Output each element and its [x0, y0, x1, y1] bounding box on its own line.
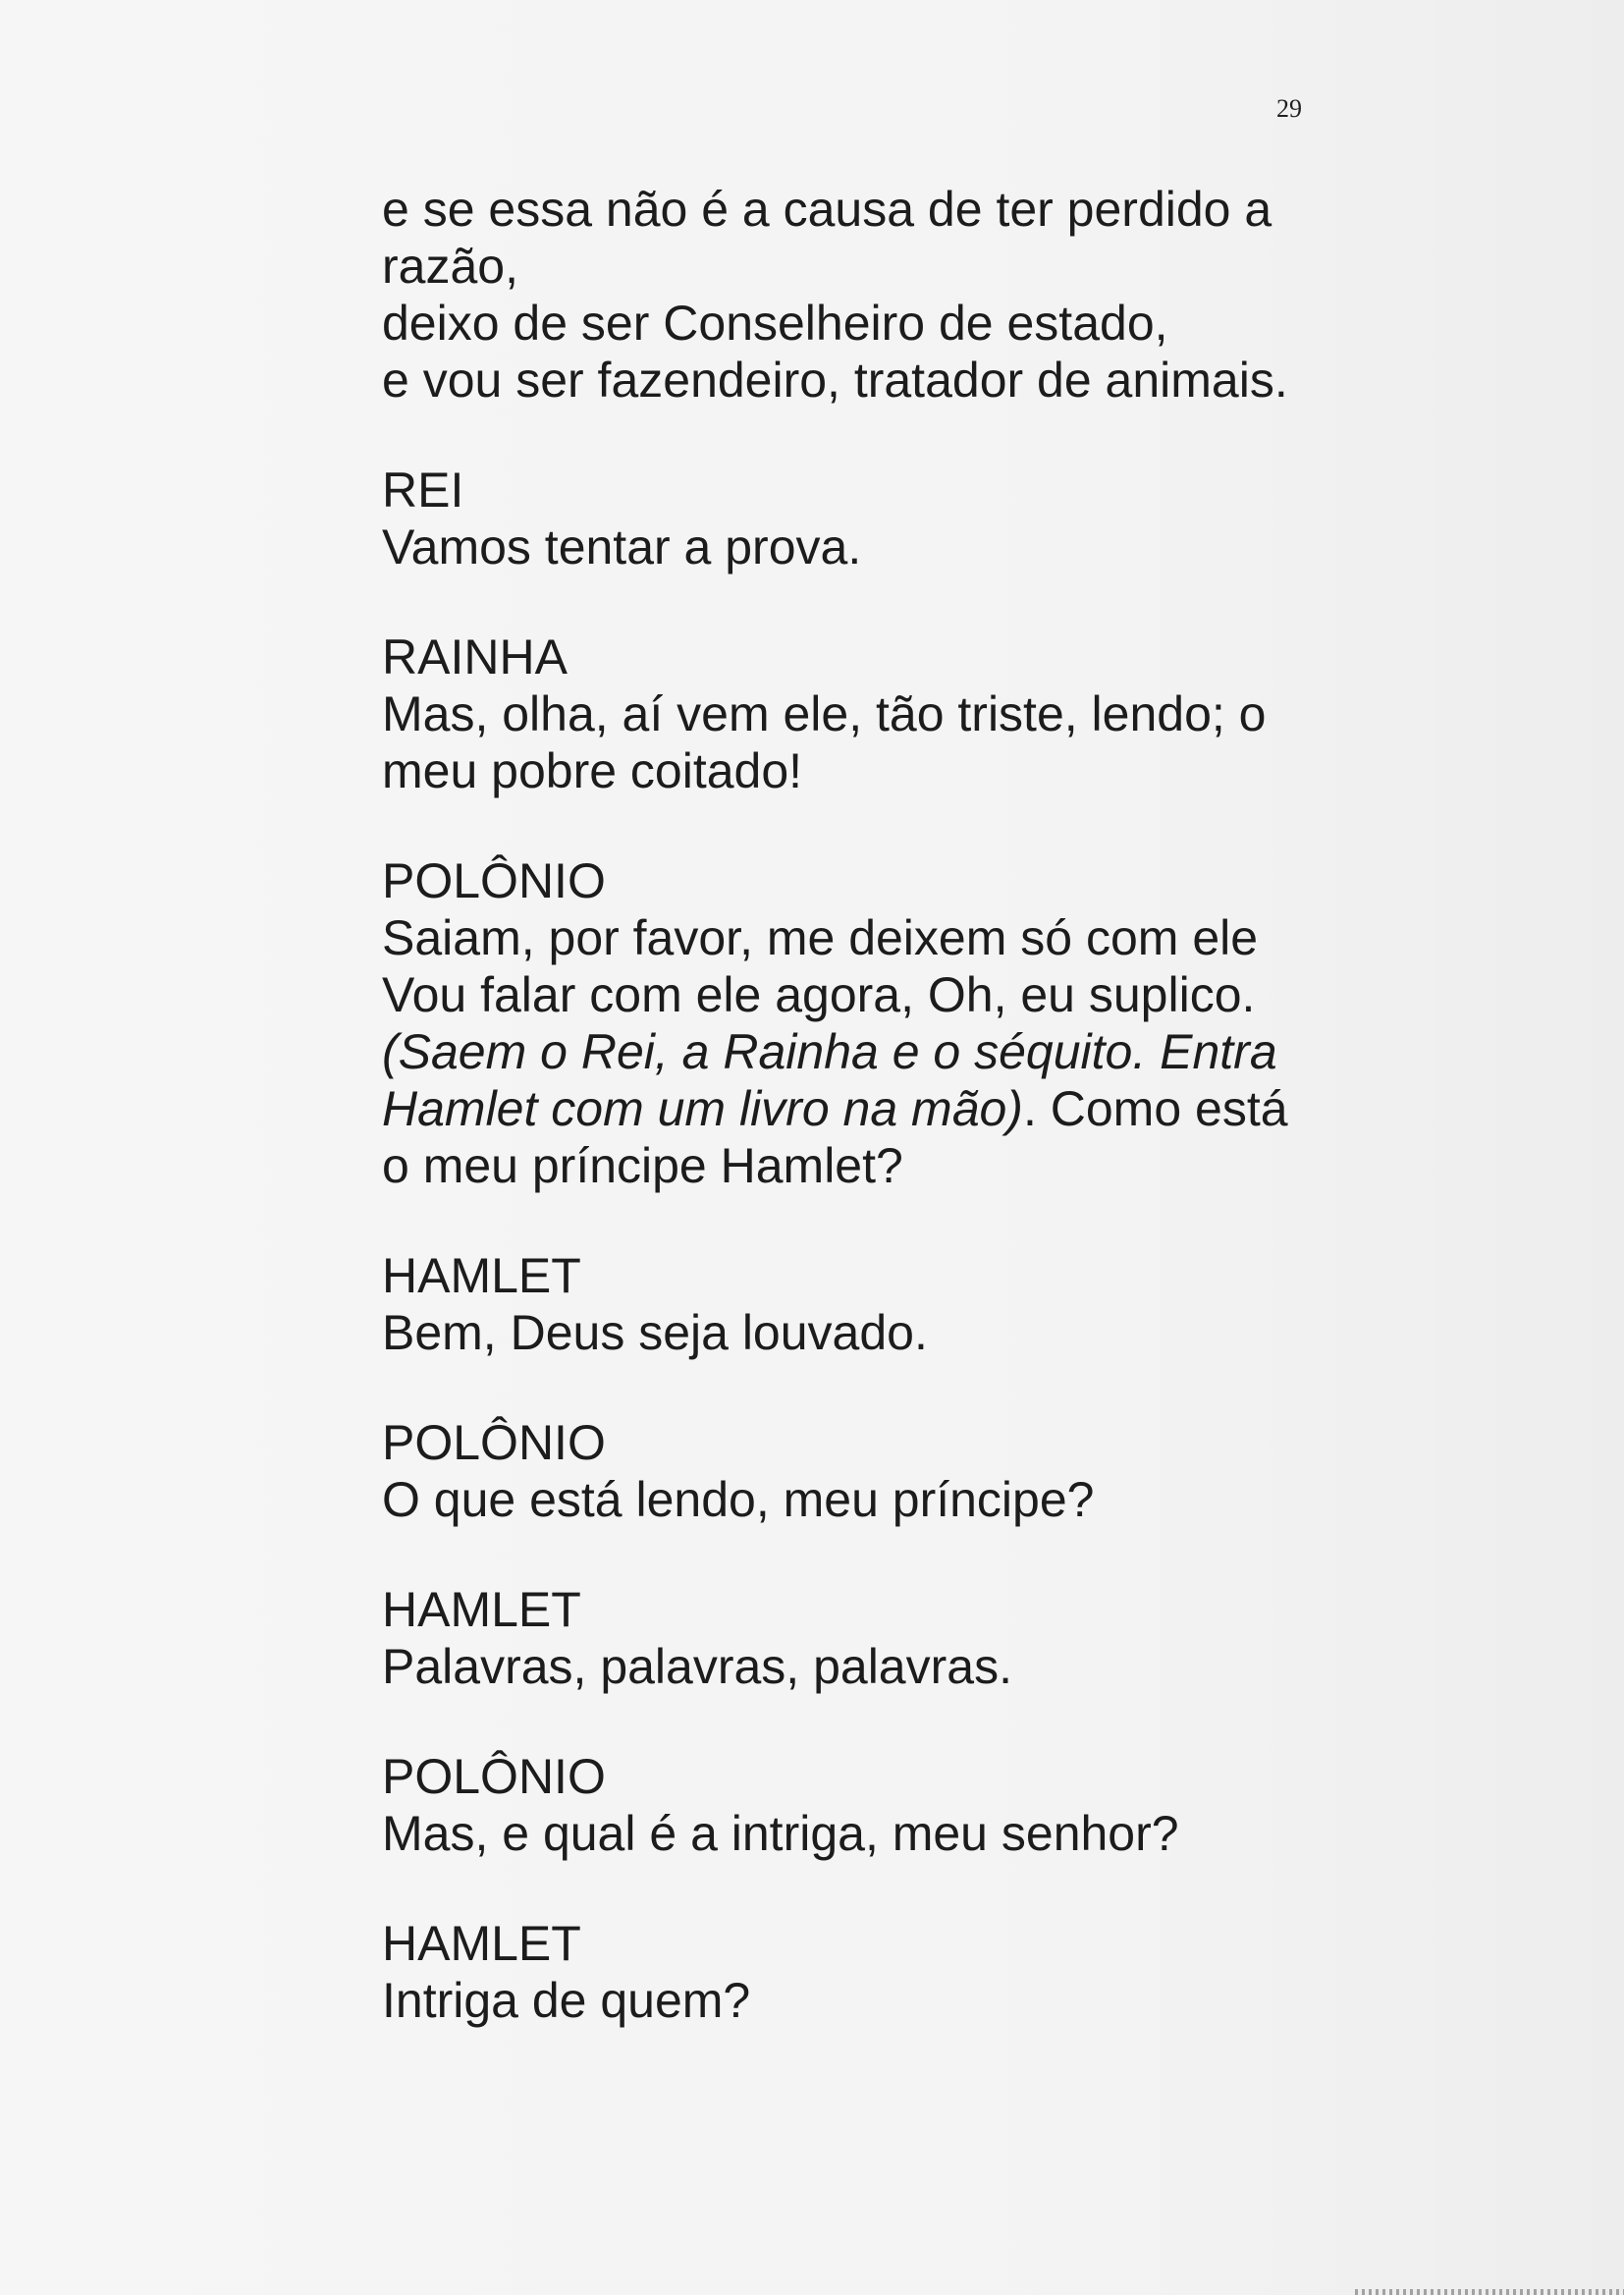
page-number: 29	[1276, 94, 1302, 123]
speech-line: o meu príncipe Hamlet?	[382, 1138, 903, 1193]
stage-direction: Hamlet com um livro na mão)	[382, 1081, 1023, 1136]
speech-line: Saiam, por favor, me deixem só com ele	[382, 910, 1259, 965]
speaker-name: REI	[382, 463, 464, 518]
rei-speech	[382, 462, 1325, 575]
speech-line	[382, 1080, 1325, 1137]
scan-edge-artifact	[1355, 2289, 1624, 2295]
hamlet-speech-2	[382, 1581, 1325, 1695]
speaker-name: HAMLET	[382, 1582, 581, 1637]
speaker-name: POLÔNIO	[382, 853, 606, 908]
speech-line: O que está lendo, meu príncipe?	[382, 1472, 1095, 1527]
speaker-name: HAMLET	[382, 1916, 581, 1971]
speech-line: e se essa não é a causa de ter perdido a	[382, 182, 1272, 237]
polonio-speech-1	[382, 852, 1325, 1194]
speech-line: razão,	[382, 239, 518, 294]
speech-line: Vou falar com ele agora, Oh, eu suplico.	[382, 967, 1256, 1022]
speech-fragment: . Como está	[1022, 1081, 1288, 1136]
speech-line: Intriga de quem?	[382, 1973, 751, 2028]
speech-line: Vamos tentar a prova.	[382, 519, 862, 574]
hamlet-speech-3	[382, 1915, 1325, 2029]
speech-line: deixo de ser Conselheiro de estado,	[382, 296, 1168, 351]
opening-speech	[382, 181, 1325, 409]
speech-line: Bem, Deus seja louvado.	[382, 1305, 928, 1360]
speech-line: Mas, olha, aí vem ele, tão triste, lendo; o	[382, 686, 1267, 741]
hamlet-speech-1	[382, 1247, 1325, 1361]
rainha-speech	[382, 628, 1325, 799]
script-text	[382, 181, 1325, 2082]
speech-line: meu pobre coitado!	[382, 743, 803, 798]
stage-direction: (Saem o Rei, a Rainha e o séquito. Entra	[382, 1024, 1277, 1079]
speaker-name: POLÔNIO	[382, 1749, 606, 1804]
speech-line: e vou ser fazendeiro, tratador de animais.	[382, 353, 1288, 408]
polonio-speech-3	[382, 1748, 1325, 1862]
speaker-name: RAINHA	[382, 629, 568, 684]
speaker-name: POLÔNIO	[382, 1415, 606, 1470]
speaker-name: HAMLET	[382, 1248, 581, 1303]
speech-line: Mas, e qual é a intriga, meu senhor?	[382, 1806, 1179, 1861]
polonio-speech-2	[382, 1414, 1325, 1528]
speech-line: Palavras, palavras, palavras.	[382, 1639, 1012, 1694]
